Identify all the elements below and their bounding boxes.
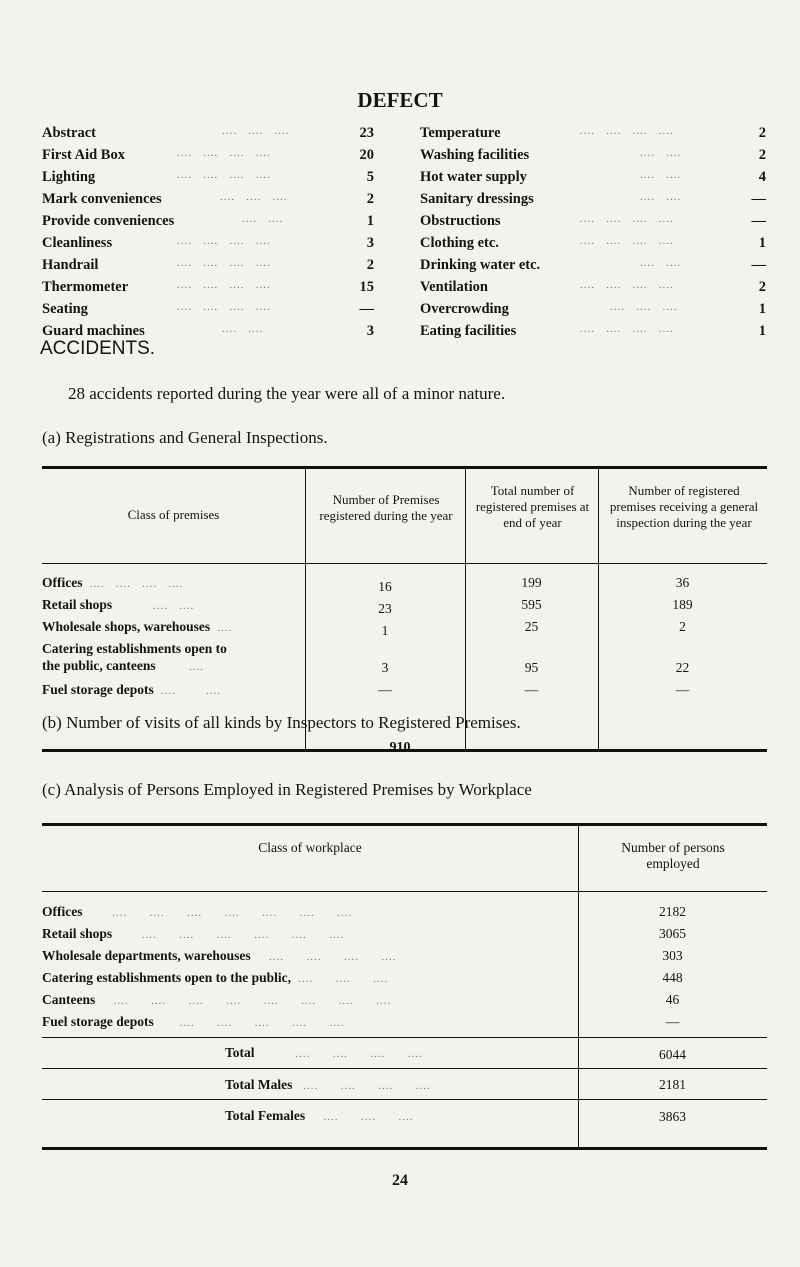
section-a-heading: (a) Registrations and General Inspections. bbox=[42, 428, 328, 447]
table-row-class: Wholesale shops, warehouses .... bbox=[42, 619, 233, 634]
defect-value: 2 bbox=[758, 125, 766, 141]
defect-row: Overcrowding .... .... .... 1 bbox=[420, 301, 766, 317]
section-c-heading: (c) Analysis of Persons Employed in Registered Premises by Workplace bbox=[42, 780, 532, 799]
cell-count: 3065 bbox=[659, 926, 686, 941]
cell-registered: 16 bbox=[378, 579, 392, 594]
cell-registered: 23 bbox=[378, 601, 392, 616]
col-header-total: Total number of registered premises at end of year bbox=[475, 483, 590, 530]
defect-label: Obstructions bbox=[420, 213, 501, 229]
cell-total: 595 bbox=[521, 597, 542, 612]
defect-value: 20 bbox=[359, 147, 374, 163]
total-females-label: Total Females .... .... .... bbox=[225, 1108, 414, 1123]
cell-total: 95 bbox=[524, 660, 539, 675]
defect-value: 3 bbox=[366, 323, 374, 339]
defect-value: 4 bbox=[758, 169, 766, 185]
defect-value: — bbox=[751, 191, 766, 207]
cell-total: — bbox=[524, 682, 539, 697]
defect-value: 2 bbox=[758, 279, 766, 295]
page-number: 24 bbox=[392, 1172, 408, 1189]
cell-count: 448 bbox=[662, 970, 683, 985]
defect-label: Drinking water etc. bbox=[420, 257, 541, 273]
accidents-text: 28 accidents reported during the year were all of a minor nature. bbox=[68, 384, 506, 403]
defect-value: 1 bbox=[758, 323, 766, 339]
defect-row: Guard machines .... .... 3 bbox=[42, 323, 374, 339]
defect-value: 1 bbox=[758, 235, 766, 251]
defect-row: Lighting .... .... .... .... 5 bbox=[42, 169, 374, 185]
table-row-class: Wholesale departments, warehouses .... .... .... .... bbox=[42, 948, 397, 963]
cell-registered: 3 bbox=[381, 660, 389, 675]
defect-title: DEFECT bbox=[357, 88, 443, 112]
table-row-class: Retail shops .... .... bbox=[42, 597, 195, 612]
cell-inspected: 36 bbox=[675, 575, 690, 590]
defect-label: Handrail bbox=[42, 257, 99, 273]
cell-count: 46 bbox=[665, 992, 680, 1007]
defect-value: 5 bbox=[366, 169, 374, 185]
defect-row: Hot water supply .... .... 4 bbox=[420, 169, 766, 185]
defect-row: Mark conveniences .... .... .... 2 bbox=[42, 191, 374, 207]
defect-value: — bbox=[751, 213, 766, 229]
defect-label: Overcrowding bbox=[420, 301, 509, 317]
table-row-class: Retail shops .... .... .... .... .... .... bbox=[42, 926, 345, 941]
defect-row: Sanitary dressings .... .... — bbox=[420, 191, 766, 207]
section-b-heading: (b) Number of visits of all kinds by Inspectors to Registered Premises. bbox=[42, 713, 521, 732]
cell-inspected: 2 bbox=[679, 619, 686, 634]
total-males-count: 2181 bbox=[659, 1077, 686, 1092]
defect-value: — bbox=[359, 301, 374, 317]
accidents-heading: ACCIDENTS. bbox=[40, 338, 156, 359]
defect-value: 23 bbox=[359, 125, 374, 141]
defect-row: Thermometer .... .... .... .... 15 bbox=[42, 279, 374, 295]
total-females-count: 3863 bbox=[659, 1109, 686, 1124]
cell-count: 303 bbox=[662, 948, 683, 963]
defect-label: Temperature bbox=[420, 125, 501, 141]
defect-label: Eating facilities bbox=[420, 323, 517, 339]
defect-row: Clothing etc. .... .... .... .... 1 bbox=[420, 235, 766, 251]
cell-inspected: — bbox=[675, 682, 690, 697]
cell-inspected: 22 bbox=[675, 660, 690, 675]
defect-row: Washing facilities .... .... 2 bbox=[420, 147, 766, 163]
defect-label: Washing facilities bbox=[420, 147, 530, 163]
col-header-persons: Number of persons employed bbox=[621, 840, 725, 871]
cell-total: 25 bbox=[524, 619, 539, 634]
col-header-class: Class of premises bbox=[127, 507, 220, 522]
table-row-class: Fuel storage depots .... .... bbox=[42, 682, 221, 697]
defect-value: 15 bbox=[359, 279, 374, 295]
defect-label: Hot water supply bbox=[420, 169, 527, 185]
defect-label: Provide conveniences bbox=[42, 213, 175, 229]
table-row-class: Catering establishments open to bbox=[42, 641, 227, 656]
defect-row: Temperature .... .... .... .... 2 bbox=[420, 125, 766, 141]
defect-label: Lighting bbox=[42, 169, 96, 185]
defect-value: 1 bbox=[366, 213, 374, 229]
defect-label: Cleanliness bbox=[42, 235, 113, 251]
cell-total: 199 bbox=[521, 575, 542, 590]
defect-row: Seating .... .... .... .... — bbox=[42, 301, 374, 317]
col-header-registered: Number of Premises registered during the year bbox=[319, 492, 453, 523]
table-row-class: Offices .... .... .... .... bbox=[42, 575, 184, 590]
cell-count: 2182 bbox=[659, 904, 686, 919]
defect-row: Eating facilities .... .... .... .... 1 bbox=[420, 323, 766, 339]
table-row-class-cont: the public, canteens .... bbox=[42, 658, 205, 673]
defect-row: Cleanliness .... .... .... .... 3 bbox=[42, 235, 374, 251]
defect-label: Thermometer bbox=[42, 279, 129, 295]
defect-row: Handrail .... .... .... .... 2 bbox=[42, 257, 374, 273]
visits-count: 910 bbox=[389, 740, 411, 755]
defect-label: Clothing etc. bbox=[420, 235, 499, 251]
defect-row: Abstract .... .... .... 23 bbox=[42, 125, 374, 141]
defect-row: Drinking water etc. .... .... — bbox=[420, 257, 766, 273]
col-header-inspected: Number of registered premises receiving a general inspection during the year bbox=[609, 483, 759, 530]
cell-inspected: 189 bbox=[672, 597, 693, 612]
defect-value: 1 bbox=[758, 301, 766, 317]
cell-registered: 1 bbox=[381, 623, 389, 638]
defect-value: 2 bbox=[758, 147, 766, 163]
defect-row: First Aid Box .... .... .... .... 20 bbox=[42, 147, 374, 163]
defect-value: — bbox=[751, 257, 766, 273]
table-row-class: Catering establishments open to the public, .... .... .... bbox=[42, 970, 389, 985]
defect-label: Guard machines bbox=[42, 323, 145, 339]
cell-count: — bbox=[665, 1014, 680, 1029]
defect-value: 2 bbox=[366, 257, 374, 273]
cell-registered: — bbox=[378, 682, 392, 697]
total-row-label: Total .... .... .... .... bbox=[225, 1045, 423, 1060]
table-row-class: Offices .... .... .... .... .... .... .... bbox=[42, 904, 353, 919]
defect-label: Mark conveniences bbox=[42, 191, 162, 207]
total-males-label: Total Males .... .... .... .... bbox=[225, 1077, 431, 1092]
defect-label: First Aid Box bbox=[42, 147, 125, 163]
defect-label: Sanitary dressings bbox=[420, 191, 534, 207]
defect-row: Obstructions .... .... .... .... — bbox=[420, 213, 766, 229]
defect-row: Provide conveniences .... .... 1 bbox=[42, 213, 374, 229]
defect-label: Ventilation bbox=[420, 279, 488, 295]
col-header-workplace: Class of workplace bbox=[258, 840, 362, 855]
defect-label: Seating bbox=[42, 301, 88, 317]
defect-row: Ventilation .... .... .... .... 2 bbox=[420, 279, 766, 295]
table-row-class: Fuel storage depots .... .... .... .... .... bbox=[42, 1014, 345, 1029]
defect-value: 2 bbox=[366, 191, 374, 207]
defect-value: 3 bbox=[366, 235, 374, 251]
total-count: 6044 bbox=[659, 1047, 686, 1062]
defect-label: Abstract bbox=[42, 125, 96, 141]
table-row-class: Canteens .... .... .... .... .... .... .... .... bbox=[42, 992, 392, 1007]
